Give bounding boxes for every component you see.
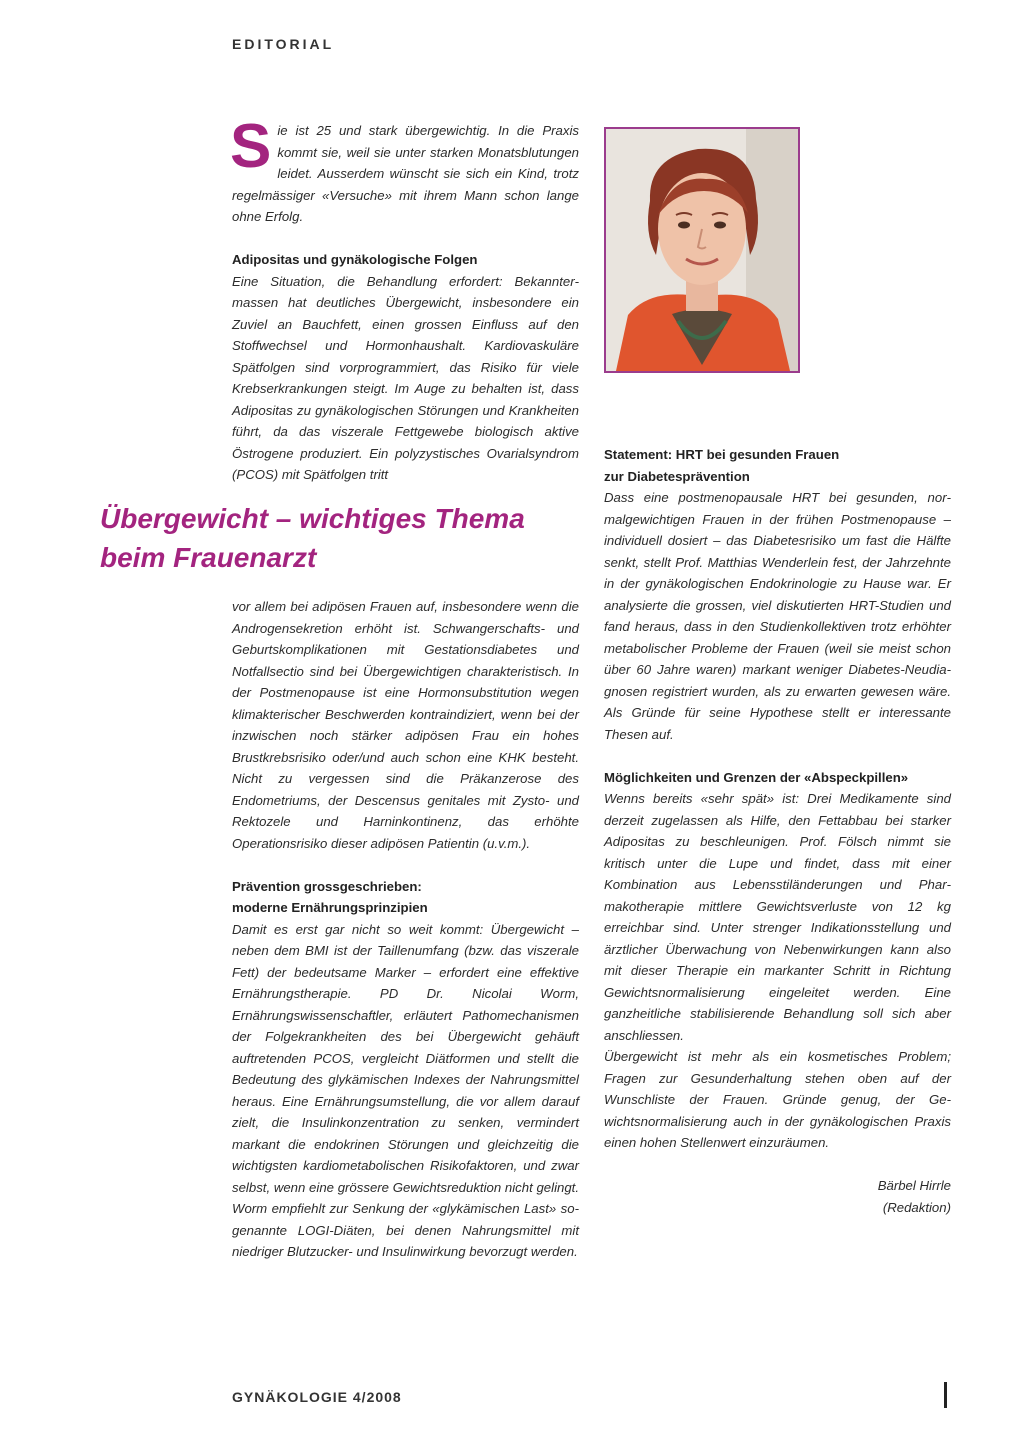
section-heading-hrt-line2: zur Diabetesprävention	[604, 468, 750, 484]
column-left-top	[230, 112, 579, 486]
intro-paragraph	[230, 112, 579, 228]
footer-journal: GYNÄKOLOGIE 4/2008	[232, 1389, 402, 1405]
author-role: (Redaktion)	[882, 1199, 951, 1215]
section-text-adipositas-part1: Eine Situation, die Behandlung erfordert: Bekanntermassen hat deutliches Übergewicht, insbesondere ein Zuviel an Bauchfett, einen grossen Einfluss auf den Stoffwechsel und Hormonhaushalt. Kardiovaskuläre Spätfolgen sind vorprogrammiert, das Risiko für viele Krebserkrankungen steigt. Im Auge zu behalten ist, dass Adipositas zu gynäkologischen Störungen und Krankheiten führt, da das viszerale Fettgewebe biologisch aktive Östrogene produziert. Ein polyzystisches Ovarialsyndrom (PCOS) mit Spätfolgen tritt	[232, 273, 579, 482]
article-title	[100, 499, 590, 577]
section-text-hrt: Dass eine postmenopausale HRT bei gesunden, normalgewichtigen Frauen in der frühen Postmenopause – individuell dosiert – das Diabetesrisiko um fast die Hälfte senkt, stellt Prof. Matthias Wenderlein fest, der Jahrzehnte in der gynäkologischen Endokrinologie zu Hause war. Er analysierte die grossen, viel diskutierten HRT-Studien und fand heraus, dass in den Studienkollektiven trotz erhöhter metabolischer Probleme der Frauen (weil sie meist schon über 60 Jahre waren) markant weniger Diabetes-Neudiagnosen registriert wurden, als zu erwarten gewesen wäre. Als Gründe für seine Hypothese stellt er interessante Thesen auf.	[604, 490, 951, 742]
section-text-adipositas-part2: vor allem bei adipösen Frauen auf, insbesondere wenn die Androgensekretion erhöht ist. Schwangerschafts- und Geburtskomplikationen mit Gestationsdiabetes und Notfallsectio sind bei Übergewichtigen charakteristisch. In der Postmenopause ist eine Hormonsubstitution wegen klimakterischer Beschwerden kontraindiziert, wenn bei der inzwischen noch stärker adipösen Frau ein hohes Brustkrebsrisiko oder/und auch schon eine KHK besteht. Nicht zu vergessen sind die Präkanzerose des Endometriums, der Descensus genitales mit Zysto- und Rektozele und Harninkontinenz, das erhöhte Operationsrisiko dieser adipösen Patientin (u.v.m.).	[232, 599, 579, 851]
section-heading-praevention-line1: Prävention grossgeschrieben:	[232, 878, 422, 894]
section-heading-hrt-line1: Statement: HRT bei gesunden Frauen	[604, 447, 840, 462]
section-text-conclusion: Übergewicht ist mehr als ein kosmetisches Problem; Fragen zur Gesunderhaltung stehen oben auf der Wunschliste der Frauen. Gründe genug, der Gewichtsnormalisierung auch in der gynäkologischen Praxis einen hohen Stellenwert einzuräumen.	[604, 1049, 951, 1150]
portrait-image	[606, 129, 798, 371]
page-marker	[944, 1382, 947, 1408]
drop-cap: S	[230, 112, 272, 181]
section-heading-hrt	[604, 444, 951, 487]
column-right	[604, 444, 951, 1218]
article-title-line2: beim Frauenarzt	[100, 542, 317, 573]
author-photo	[604, 127, 800, 373]
section-heading-abspeckpillen: Möglichkeiten und Grenzen der «Abspeckpillen»	[604, 769, 909, 785]
section-heading-praevention	[232, 876, 579, 919]
section-heading-adipositas: Adipositas und gynäkologische Folgen	[232, 252, 478, 267]
section-text-praevention: Damit es erst gar nicht so weit kommt: Übergewicht – neben dem BMI ist der Taillenumfang (bzw. das viszerale Fett) der bedeutsame Marker – erfordert eine effektive Ernährungstherapie. PD Dr. Nicolai Worm, Ernährungswissenschaftler, erläutert Pathomechanismen der Folgekrankheiten des bei Übergewicht gehäuft auftretenden PCOS, vergleicht Diätformen und stellt die Bedeutung des glykämischen Indexes der Nahrungsmittel heraus. Eine Ernährungsumstellung, die vor allem darauf zielt, die Insulinkonzentration zu senken, vermindert markant die endokrinen Störungen und gleichzeitig die wichtigsten kardiometabolischen Risikofaktoren, und zwar selbst, wenn eine grössere Gewichtsreduktion nicht gelingt. Worm empfiehlt zur Senkung der «glykämischen Last» sogenannte LOGI-Diäten, bei denen Nahrungsmittel mit niedriger Blutzucker- und Insulinwirkung bevorzugt werden.	[232, 921, 579, 1259]
author-name: Bärbel Hirrle	[877, 1178, 951, 1193]
section-text-abspeckpillen: Wenns bereits «sehr spät» ist: Drei Medikamente sind derzeit zugelassen als Hilfe, den Fettabbau bei starker Adipositas zu beschleunigen. Prof. Fölsch nimmt sie kritisch unter die Lupe und findet, dass mit einer Kombination aus Lebensstiländerungen und Pharmakotherapie mittlere Gewichtsverluste von 12 kg erreichbar sind. Unter strenger Indikationsstellung und ärztlicher Überwachung von Nebenwirkungen kann also mit dieser Therapie ein markanter Schritt in Richtung Gewichtsnormalisierung eingeleitet werden. Eine ganzheitliche stabilisierende Behandlung soll sich aber anschliessen.	[604, 791, 951, 1043]
section-label: EDITORIAL	[232, 36, 335, 52]
intro-text: ie ist 25 und stark übergewichtig. In die Praxis kommt sie, weil sie unter starken Monatsblutungen leidet. Ausserdem wünscht sie sich ein Kind, trotz regelmässiger «Versuche» mit ihrem Mann schon lange ohne Erfolg.	[232, 123, 579, 224]
article-title-line1: Übergewicht – wichtiges Thema	[100, 503, 525, 534]
column-left-bottom	[232, 596, 579, 1263]
section-heading-praevention-line2: moderne Ernährungsprinzipien	[232, 900, 428, 915]
